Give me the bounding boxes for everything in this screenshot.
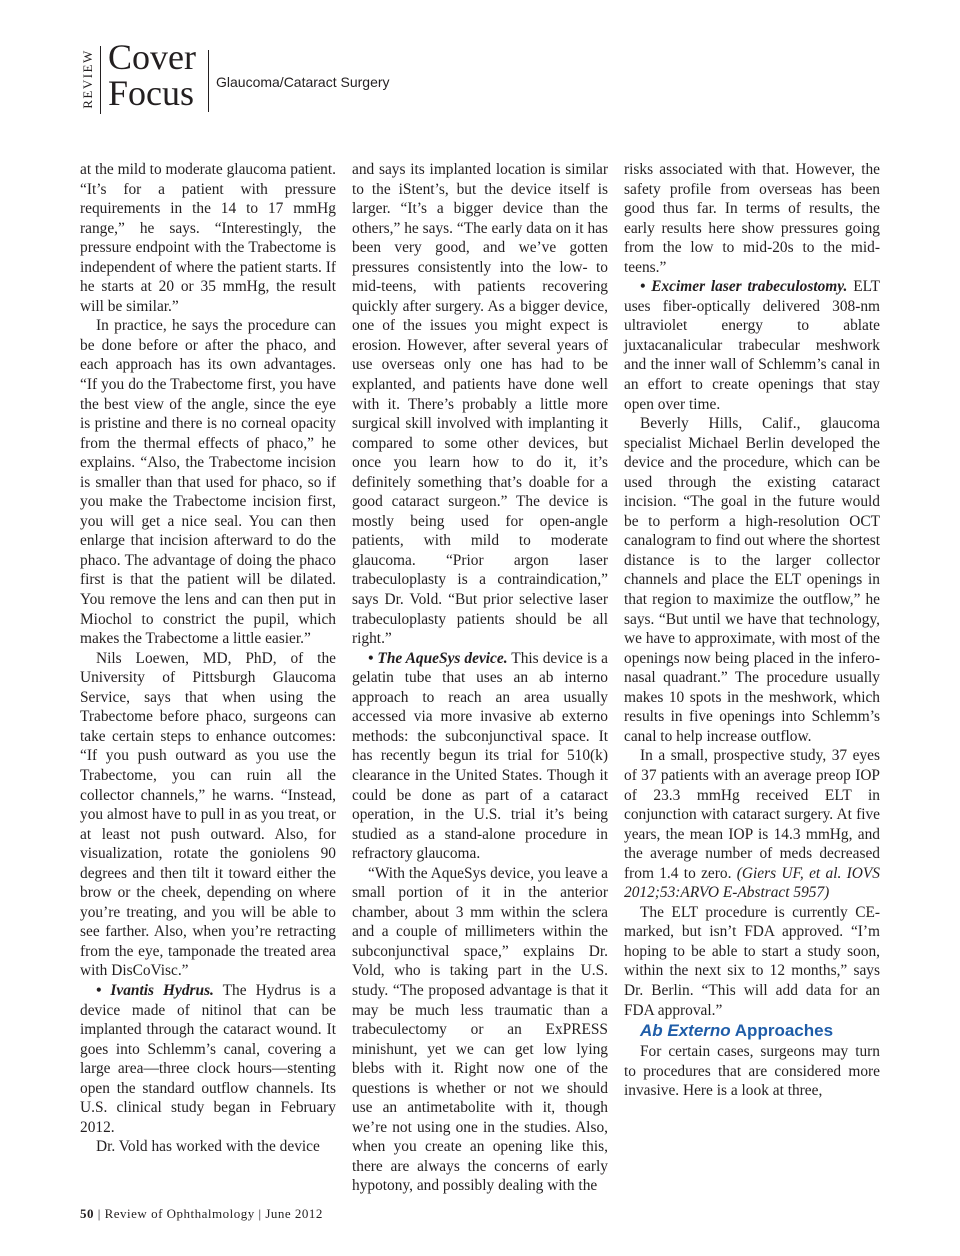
citation: (Giers UF, et al. IOVS 2012;53:ARVO E-Abstract 5957): [624, 864, 880, 902]
paragraph-text: ELT uses fiber-optically delivered 308-nm ultraviolet energy to ablate juxtacanalicular trabecular meshwork and the inner wall of Schlemm’s canal in an effort to create openings that stay open over time.: [624, 278, 881, 413]
focus-title: Focus: [108, 73, 195, 113]
section-subheading: [624, 1020, 880, 1042]
paragraph: Beverly Hills, Calif., glaucoma specialist Michael Berlin developed the device and the procedure, which can be used through the existing cataract incision. “The goal in the future would be to perform a high-resolution OCT canalogram to find out where the shortest distance is to the larger collector channels and place the ELT openings in that region to maximize the outflow,” he says. “But until we have that technology, we have to approximate, with most of the openings now being placed in the infero-nasal quadrant.” The procedure usually makes 10 spots in the meshwork, which results in five openings into Schlemm’s canal to help increase outflow.: [624, 415, 880, 745]
review-side-text: REVIEW: [80, 49, 95, 109]
paragraph: Dr. Vold has worked with the device: [96, 1138, 320, 1156]
paragraph: “With the AqueSys device, you leave a small portion of it in the anterior chamber, about 3 mm within the sclera and a couple of millimeters within the subconjunctival space,” explains Dr. Vold, who is taking part in the U.S. study. “The proposed advantage is that it may be much less traumatic than a trabeculectomy or an ExPRESS minishunt, yet we can get low lying blebs with it. Right now one of the questions is whether or not we should use an antimetabolite with it, though we’re not using one in the studies. Also, when you create an opening like this, there are always the concerns of early hypotony, and possibly dealing with the: [352, 864, 608, 1195]
column-3: [624, 160, 880, 1101]
footer-text: | Review of Ophthalmology | June 2012: [97, 1206, 323, 1221]
review-side-label: [78, 44, 98, 114]
header-divider-2: [208, 50, 209, 112]
paragraph-text: In a small, prospective study, 37 eyes of 37 patients with an average preop IOP of 23.3 mmHg received ELT in conjunction with cataract surgery. At five years, the mean IOP is 14.3 mmHg, and the average number of meds decreased from 1.4 to zero.: [624, 747, 880, 882]
paragraph: In practice, he says the procedure can be done before or after the phaco, and each approach has its own advantages. “If you do the Trabectome first, you have the best view of the angle, since the eye is pristine and there is no corneal opacity from the thermal effects of phaco,” he explains. “Also, the Trabectome incision is smaller than that used for phaco, so if you make the Trabectome incision first, you will get a nice seal. You can then enlarge that incision afterward to do the phaco. The advantage of doing the phaco first is that the patient will be dilated. You remove the lens and can then put in Miochol to constrict the pupil, which makes the Trabectome a little easier.”: [80, 317, 336, 648]
paragraph-text: This device is a gelatin tube that uses an ab interno approach to reach an area usually accessed via more invasive ab externo methods: the subconjunctival space. It has recently begun its trial for 510(k) clearance in the United States. Though it could be done as part of a cataract operation, in the U.S. trial it’s being studied as a stand-alone procedure in refractory glaucoma.: [352, 649, 608, 863]
header-divider: [100, 46, 101, 114]
bullet-heading: • Ivantis Hydrus.: [96, 981, 214, 999]
cover-title: Cover: [108, 37, 196, 77]
paragraph: [624, 277, 880, 414]
paragraph-text: The Hydrus is a device made of nitinol that can be implanted through the cataract wound. It goes into Schlemm’s canal, covering a large area—three clock hours—stenting open the standard outflow channels. Its U.S. clinical study began in February 2012.: [80, 981, 336, 1136]
paragraph: and says its implanted location is similar to the iStent’s, but the device itself is larger. “It’s a bigger device than the others,” he says. “The early data on it has been very good, and we’ve gotten pressures consistently into the low- to mid-teens, with patients recovering quickly after surgery. As a bigger device, one of the issues you might expect is erosion. However, after several years of use overseas only one has had to be explanted, and patients have done well with it. There’s probably a little more surgical skill involved with implanting it compared to some other devices, but once you learn how to do it, it’s definitely something that’s doable for a good cataract surgeon.” The device is mostly being used for open-angle patients, with mild to moderate glaucoma. “Prior argon laser trabeculoplasty is a contraindication,” says Dr. Vold. “But prior selective laser trabeculoplasty patients should be all right.”: [352, 161, 608, 648]
paragraph: [80, 981, 336, 1137]
paragraph: The ELT procedure is currently CE-marked, but isn’t FDA approved. “I’m hoping to be able to start a study soon, within the next six to 12 months,” says Dr. Berlin. “This will add data for an FDA approval.”: [624, 903, 880, 1019]
paragraph: at the mild to moderate glaucoma patient. “It’s for a patient with pressure requirements in the 14 to 17 mmHg range,” he says. “Interestingly, the pressure endpoint with the Trabectome is independent of where the patient starts. If he starts at 20 or 35 mmHg, the result will be similar.”: [80, 161, 336, 315]
column-1: [80, 160, 336, 1157]
section-label: Glaucoma/Cataract Surgery: [216, 74, 390, 90]
subheading-text: Approaches: [730, 1021, 834, 1041]
column-2: [352, 160, 608, 1196]
subheading-italic: Ab Externo: [640, 1021, 731, 1041]
page-footer: [80, 1206, 323, 1222]
paragraph: For certain cases, surgeons may turn to procedures that are considered more invasive. Here is a look at three,: [624, 1043, 880, 1100]
paragraph: Nils Loewen, MD, PhD, of the University of Pittsburgh Glaucoma Service, says that when using the Trabectome before phaco, surgeons can take certain steps to enhance outcomes: “If you push outward as you use the Trabectome, you can ruin all the collector channels,” he warns. “Instead, you almost have to pull in as you treat, or at least not push outward. Also, for visualization, rotate the goniolens 90 degrees and then tilt it toward either the brow or the cheek, depending on where you’re treating, and you will be able to see farther. Also, when you’re retracting from the eye, tamponade the treated area with DisCoVisc.”: [80, 649, 336, 980]
paragraph: [624, 746, 880, 902]
page-number: 50: [80, 1206, 94, 1221]
bullet-heading: • The AqueSys device.: [368, 649, 508, 667]
paragraph: risks associated with that. However, the safety profile from overseas has been good thus far. In terms of results, the early results here show pressures going from the low to mid-20s to the mid-teens.”: [624, 161, 880, 276]
bullet-heading: • Excimer laser trabeculostomy.: [640, 278, 848, 296]
paragraph: [352, 649, 608, 864]
